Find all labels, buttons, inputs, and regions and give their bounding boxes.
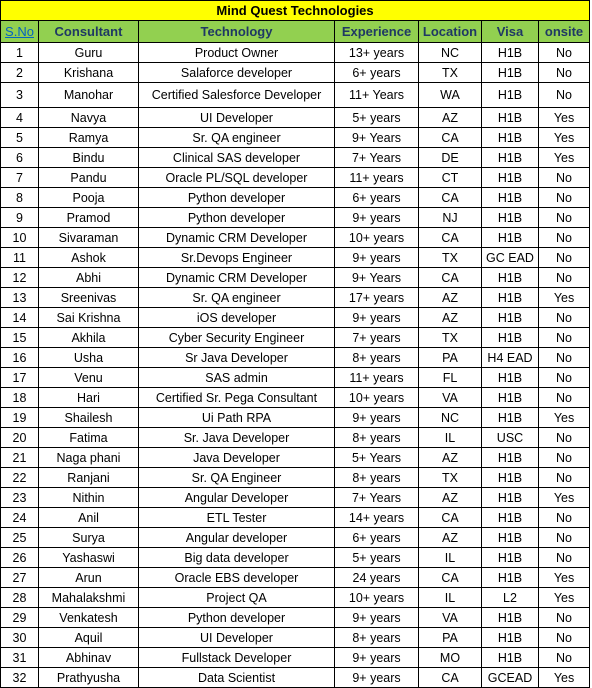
- cell-experience: 17+ years: [335, 288, 419, 308]
- cell-onsite: No: [539, 63, 590, 83]
- column-header-sno[interactable]: S.No: [1, 21, 39, 43]
- cell-sno: 21: [1, 448, 39, 468]
- table-row: [1, 148, 590, 168]
- cell-location: CA: [419, 668, 482, 688]
- table-row: [1, 448, 590, 468]
- cell-sno: 30: [1, 628, 39, 648]
- cell-visa: H1B: [482, 63, 539, 83]
- cell-experience: 11+ years: [335, 168, 419, 188]
- table-row: [1, 588, 590, 608]
- cell-location: TX: [419, 328, 482, 348]
- cell-experience: 6+ years: [335, 63, 419, 83]
- cell-location: CA: [419, 228, 482, 248]
- cell-onsite: No: [539, 188, 590, 208]
- cell-experience: 5+ years: [335, 108, 419, 128]
- cell-onsite: No: [539, 368, 590, 388]
- cell-experience: 5+ Years: [335, 448, 419, 468]
- cell-sno: 9: [1, 208, 39, 228]
- cell-consultant: Abhinav: [39, 648, 139, 668]
- table-row: [1, 128, 590, 148]
- cell-experience: 13+ years: [335, 43, 419, 63]
- cell-location: AZ: [419, 308, 482, 328]
- cell-sno: 25: [1, 528, 39, 548]
- cell-technology: Certified Salesforce Developer: [139, 83, 335, 108]
- cell-location: CA: [419, 128, 482, 148]
- cell-location: IL: [419, 428, 482, 448]
- header-row: [1, 21, 590, 43]
- cell-onsite: No: [539, 508, 590, 528]
- cell-technology: Python developer: [139, 188, 335, 208]
- cell-technology: Sr Java Developer: [139, 348, 335, 368]
- cell-location: DE: [419, 148, 482, 168]
- cell-onsite: No: [539, 608, 590, 628]
- cell-location: VA: [419, 388, 482, 408]
- cell-sno: 19: [1, 408, 39, 428]
- cell-location: CT: [419, 168, 482, 188]
- cell-sno: 18: [1, 388, 39, 408]
- cell-technology: Salaforce developer: [139, 63, 335, 83]
- cell-consultant: Pandu: [39, 168, 139, 188]
- cell-location: AZ: [419, 108, 482, 128]
- cell-location: WA: [419, 83, 482, 108]
- cell-sno: 3: [1, 83, 39, 108]
- cell-location: CA: [419, 508, 482, 528]
- cell-experience: 9+ Years: [335, 268, 419, 288]
- cell-location: NJ: [419, 208, 482, 228]
- column-header-consultant: Consultant: [39, 21, 139, 43]
- cell-consultant: Manohar: [39, 83, 139, 108]
- cell-onsite: Yes: [539, 588, 590, 608]
- cell-visa: H1B: [482, 528, 539, 548]
- table-row: [1, 208, 590, 228]
- table-row: [1, 388, 590, 408]
- cell-visa: H1B: [482, 108, 539, 128]
- table-row: [1, 308, 590, 328]
- cell-experience: 8+ years: [335, 628, 419, 648]
- cell-technology: SAS admin: [139, 368, 335, 388]
- cell-location: MO: [419, 648, 482, 668]
- cell-technology: Sr. Java Developer: [139, 428, 335, 448]
- cell-sno: 4: [1, 108, 39, 128]
- table-row: [1, 248, 590, 268]
- cell-experience: 6+ years: [335, 528, 419, 548]
- cell-consultant: Pooja: [39, 188, 139, 208]
- cell-experience: 11+ Years: [335, 83, 419, 108]
- cell-technology: UI Developer: [139, 108, 335, 128]
- cell-experience: 7+ Years: [335, 488, 419, 508]
- cell-onsite: No: [539, 648, 590, 668]
- cell-visa: H1B: [482, 128, 539, 148]
- cell-location: IL: [419, 548, 482, 568]
- cell-technology: Fullstack Developer: [139, 648, 335, 668]
- cell-technology: Python developer: [139, 208, 335, 228]
- cell-technology: Sr. QA engineer: [139, 128, 335, 148]
- cell-experience: 14+ years: [335, 508, 419, 528]
- cell-onsite: No: [539, 548, 590, 568]
- cell-sno: 28: [1, 588, 39, 608]
- cell-consultant: Venu: [39, 368, 139, 388]
- cell-technology: Clinical SAS developer: [139, 148, 335, 168]
- cell-consultant: Shailesh: [39, 408, 139, 428]
- cell-consultant: Sivaraman: [39, 228, 139, 248]
- cell-visa: H1B: [482, 43, 539, 63]
- cell-experience: 11+ years: [335, 368, 419, 388]
- cell-visa: H1B: [482, 168, 539, 188]
- cell-sno: 8: [1, 188, 39, 208]
- cell-location: NC: [419, 43, 482, 63]
- cell-consultant: Sreenivas: [39, 288, 139, 308]
- cell-visa: H1B: [482, 648, 539, 668]
- cell-sno: 10: [1, 228, 39, 248]
- cell-experience: 9+ years: [335, 668, 419, 688]
- table-row: [1, 168, 590, 188]
- cell-technology: Certified Sr. Pega Consultant: [139, 388, 335, 408]
- cell-experience: 10+ years: [335, 388, 419, 408]
- cell-sno: 5: [1, 128, 39, 148]
- cell-consultant: Krishana: [39, 63, 139, 83]
- cell-technology: Project QA: [139, 588, 335, 608]
- cell-technology: Oracle EBS developer: [139, 568, 335, 588]
- cell-experience: 9+ years: [335, 608, 419, 628]
- cell-experience: 9+ years: [335, 648, 419, 668]
- cell-location: FL: [419, 368, 482, 388]
- cell-consultant: Pramod: [39, 208, 139, 228]
- cell-experience: 9+ years: [335, 248, 419, 268]
- cell-sno: 1: [1, 43, 39, 63]
- cell-experience: 9+ years: [335, 208, 419, 228]
- column-header-visa: Visa: [482, 21, 539, 43]
- cell-visa: H4 EAD: [482, 348, 539, 368]
- cell-consultant: Mahalakshmi: [39, 588, 139, 608]
- cell-sno: 12: [1, 268, 39, 288]
- cell-consultant: Arun: [39, 568, 139, 588]
- cell-visa: H1B: [482, 608, 539, 628]
- cell-sno: 22: [1, 468, 39, 488]
- cell-technology: Java Developer: [139, 448, 335, 468]
- cell-consultant: Ashok: [39, 248, 139, 268]
- cell-visa: L2: [482, 588, 539, 608]
- table-row: [1, 668, 590, 688]
- cell-location: CA: [419, 568, 482, 588]
- cell-visa: H1B: [482, 548, 539, 568]
- cell-visa: H1B: [482, 148, 539, 168]
- cell-onsite: No: [539, 628, 590, 648]
- column-header-location: Location: [419, 21, 482, 43]
- table-row: [1, 648, 590, 668]
- cell-technology: UI Developer: [139, 628, 335, 648]
- cell-visa: H1B: [482, 288, 539, 308]
- table-row: [1, 228, 590, 248]
- cell-consultant: Nithin: [39, 488, 139, 508]
- cell-onsite: No: [539, 208, 590, 228]
- cell-technology: Angular Developer: [139, 488, 335, 508]
- cell-visa: H1B: [482, 448, 539, 468]
- cell-sno: 6: [1, 148, 39, 168]
- cell-location: CA: [419, 268, 482, 288]
- cell-location: PA: [419, 348, 482, 368]
- table-row: [1, 568, 590, 588]
- cell-technology: iOS developer: [139, 308, 335, 328]
- cell-onsite: No: [539, 448, 590, 468]
- cell-onsite: Yes: [539, 408, 590, 428]
- cell-consultant: Guru: [39, 43, 139, 63]
- table-row: [1, 83, 590, 108]
- cell-technology: Dynamic CRM Developer: [139, 268, 335, 288]
- table-row: [1, 528, 590, 548]
- cell-consultant: Sai Krishna: [39, 308, 139, 328]
- cell-consultant: Usha: [39, 348, 139, 368]
- cell-consultant: Naga phani: [39, 448, 139, 468]
- cell-onsite: No: [539, 528, 590, 548]
- cell-sno: 14: [1, 308, 39, 328]
- cell-onsite: No: [539, 228, 590, 248]
- table-row: [1, 268, 590, 288]
- cell-technology: Sr.Devops Engineer: [139, 248, 335, 268]
- cell-onsite: No: [539, 268, 590, 288]
- cell-sno: 7: [1, 168, 39, 188]
- cell-onsite: No: [539, 308, 590, 328]
- cell-consultant: Hari: [39, 388, 139, 408]
- cell-technology: Angular developer: [139, 528, 335, 548]
- cell-onsite: No: [539, 168, 590, 188]
- cell-sno: 23: [1, 488, 39, 508]
- cell-onsite: Yes: [539, 148, 590, 168]
- table-row: [1, 368, 590, 388]
- cell-sno: 29: [1, 608, 39, 628]
- cell-location: AZ: [419, 288, 482, 308]
- cell-experience: 6+ years: [335, 188, 419, 208]
- cell-onsite: No: [539, 43, 590, 63]
- cell-sno: 16: [1, 348, 39, 368]
- cell-experience: 7+ Years: [335, 148, 419, 168]
- cell-visa: H1B: [482, 508, 539, 528]
- cell-sno: 15: [1, 328, 39, 348]
- table-row: [1, 348, 590, 368]
- cell-technology: ETL Tester: [139, 508, 335, 528]
- cell-visa: H1B: [482, 408, 539, 428]
- cell-sno: 32: [1, 668, 39, 688]
- cell-consultant: Yashaswi: [39, 548, 139, 568]
- cell-technology: Dynamic CRM Developer: [139, 228, 335, 248]
- column-header-onsite: onsite: [539, 21, 590, 43]
- table-row: [1, 108, 590, 128]
- cell-location: PA: [419, 628, 482, 648]
- table-row: [1, 328, 590, 348]
- cell-consultant: Ramya: [39, 128, 139, 148]
- cell-visa: GC EAD: [482, 248, 539, 268]
- cell-visa: H1B: [482, 468, 539, 488]
- cell-visa: H1B: [482, 188, 539, 208]
- cell-consultant: Fatima: [39, 428, 139, 448]
- cell-technology: Sr. QA engineer: [139, 288, 335, 308]
- table-row: [1, 408, 590, 428]
- cell-onsite: Yes: [539, 488, 590, 508]
- table-row: [1, 468, 590, 488]
- table-title: Mind Quest Technologies: [1, 1, 590, 21]
- cell-visa: H1B: [482, 568, 539, 588]
- cell-technology: Ui Path RPA: [139, 408, 335, 428]
- cell-technology: Data Scientist: [139, 668, 335, 688]
- cell-visa: H1B: [482, 328, 539, 348]
- cell-onsite: No: [539, 388, 590, 408]
- cell-technology: Python developer: [139, 608, 335, 628]
- cell-onsite: No: [539, 348, 590, 368]
- cell-visa: H1B: [482, 268, 539, 288]
- cell-onsite: No: [539, 248, 590, 268]
- cell-location: TX: [419, 248, 482, 268]
- cell-location: NC: [419, 408, 482, 428]
- cell-consultant: Aquil: [39, 628, 139, 648]
- cell-visa: USC: [482, 428, 539, 448]
- cell-onsite: No: [539, 328, 590, 348]
- cell-onsite: Yes: [539, 568, 590, 588]
- cell-visa: H1B: [482, 388, 539, 408]
- cell-technology: Product Owner: [139, 43, 335, 63]
- cell-sno: 26: [1, 548, 39, 568]
- cell-onsite: No: [539, 428, 590, 448]
- cell-onsite: Yes: [539, 108, 590, 128]
- title-row: [1, 1, 590, 21]
- cell-location: VA: [419, 608, 482, 628]
- cell-sno: 11: [1, 248, 39, 268]
- cell-experience: 8+ years: [335, 468, 419, 488]
- cell-onsite: Yes: [539, 668, 590, 688]
- cell-onsite: No: [539, 468, 590, 488]
- cell-technology: Big data developer: [139, 548, 335, 568]
- cell-experience: 24 years: [335, 568, 419, 588]
- column-header-experience: Experience: [335, 21, 419, 43]
- cell-consultant: Navya: [39, 108, 139, 128]
- cell-location: CA: [419, 188, 482, 208]
- cell-visa: H1B: [482, 368, 539, 388]
- cell-visa: H1B: [482, 83, 539, 108]
- table-row: [1, 188, 590, 208]
- cell-experience: 10+ years: [335, 228, 419, 248]
- cell-visa: H1B: [482, 488, 539, 508]
- cell-experience: 9+ Years: [335, 128, 419, 148]
- cell-onsite: Yes: [539, 128, 590, 148]
- table-row: [1, 628, 590, 648]
- cell-visa: H1B: [482, 628, 539, 648]
- table-row: [1, 488, 590, 508]
- cell-location: TX: [419, 63, 482, 83]
- cell-consultant: Abhi: [39, 268, 139, 288]
- table-row: [1, 508, 590, 528]
- cell-sno: 17: [1, 368, 39, 388]
- cell-consultant: Bindu: [39, 148, 139, 168]
- cell-sno: 31: [1, 648, 39, 668]
- cell-experience: 10+ years: [335, 588, 419, 608]
- cell-consultant: Akhila: [39, 328, 139, 348]
- cell-experience: 8+ years: [335, 348, 419, 368]
- cell-consultant: Anil: [39, 508, 139, 528]
- cell-consultant: Prathyusha: [39, 668, 139, 688]
- cell-experience: 5+ years: [335, 548, 419, 568]
- cell-sno: 13: [1, 288, 39, 308]
- cell-experience: 7+ years: [335, 328, 419, 348]
- cell-technology: Oracle PL/SQL developer: [139, 168, 335, 188]
- cell-location: AZ: [419, 528, 482, 548]
- table-row: [1, 548, 590, 568]
- cell-sno: 20: [1, 428, 39, 448]
- cell-location: IL: [419, 588, 482, 608]
- table-row: [1, 288, 590, 308]
- cell-location: AZ: [419, 488, 482, 508]
- cell-onsite: Yes: [539, 288, 590, 308]
- cell-technology: Sr. QA Engineer: [139, 468, 335, 488]
- cell-sno: 24: [1, 508, 39, 528]
- cell-consultant: Surya: [39, 528, 139, 548]
- cell-location: AZ: [419, 448, 482, 468]
- cell-experience: 8+ years: [335, 428, 419, 448]
- cell-sno: 27: [1, 568, 39, 588]
- cell-visa: H1B: [482, 208, 539, 228]
- cell-visa: GCEAD: [482, 668, 539, 688]
- table-row: [1, 428, 590, 448]
- cell-location: TX: [419, 468, 482, 488]
- cell-sno: 2: [1, 63, 39, 83]
- cell-experience: 9+ years: [335, 408, 419, 428]
- cell-visa: H1B: [482, 308, 539, 328]
- table-row: [1, 43, 590, 63]
- cell-experience: 9+ years: [335, 308, 419, 328]
- table-row: [1, 63, 590, 83]
- cell-onsite: No: [539, 83, 590, 108]
- cell-visa: H1B: [482, 228, 539, 248]
- cell-consultant: Ranjani: [39, 468, 139, 488]
- column-header-technology: Technology: [139, 21, 335, 43]
- table-row: [1, 608, 590, 628]
- cell-technology: Cyber Security Engineer: [139, 328, 335, 348]
- cell-consultant: Venkatesh: [39, 608, 139, 628]
